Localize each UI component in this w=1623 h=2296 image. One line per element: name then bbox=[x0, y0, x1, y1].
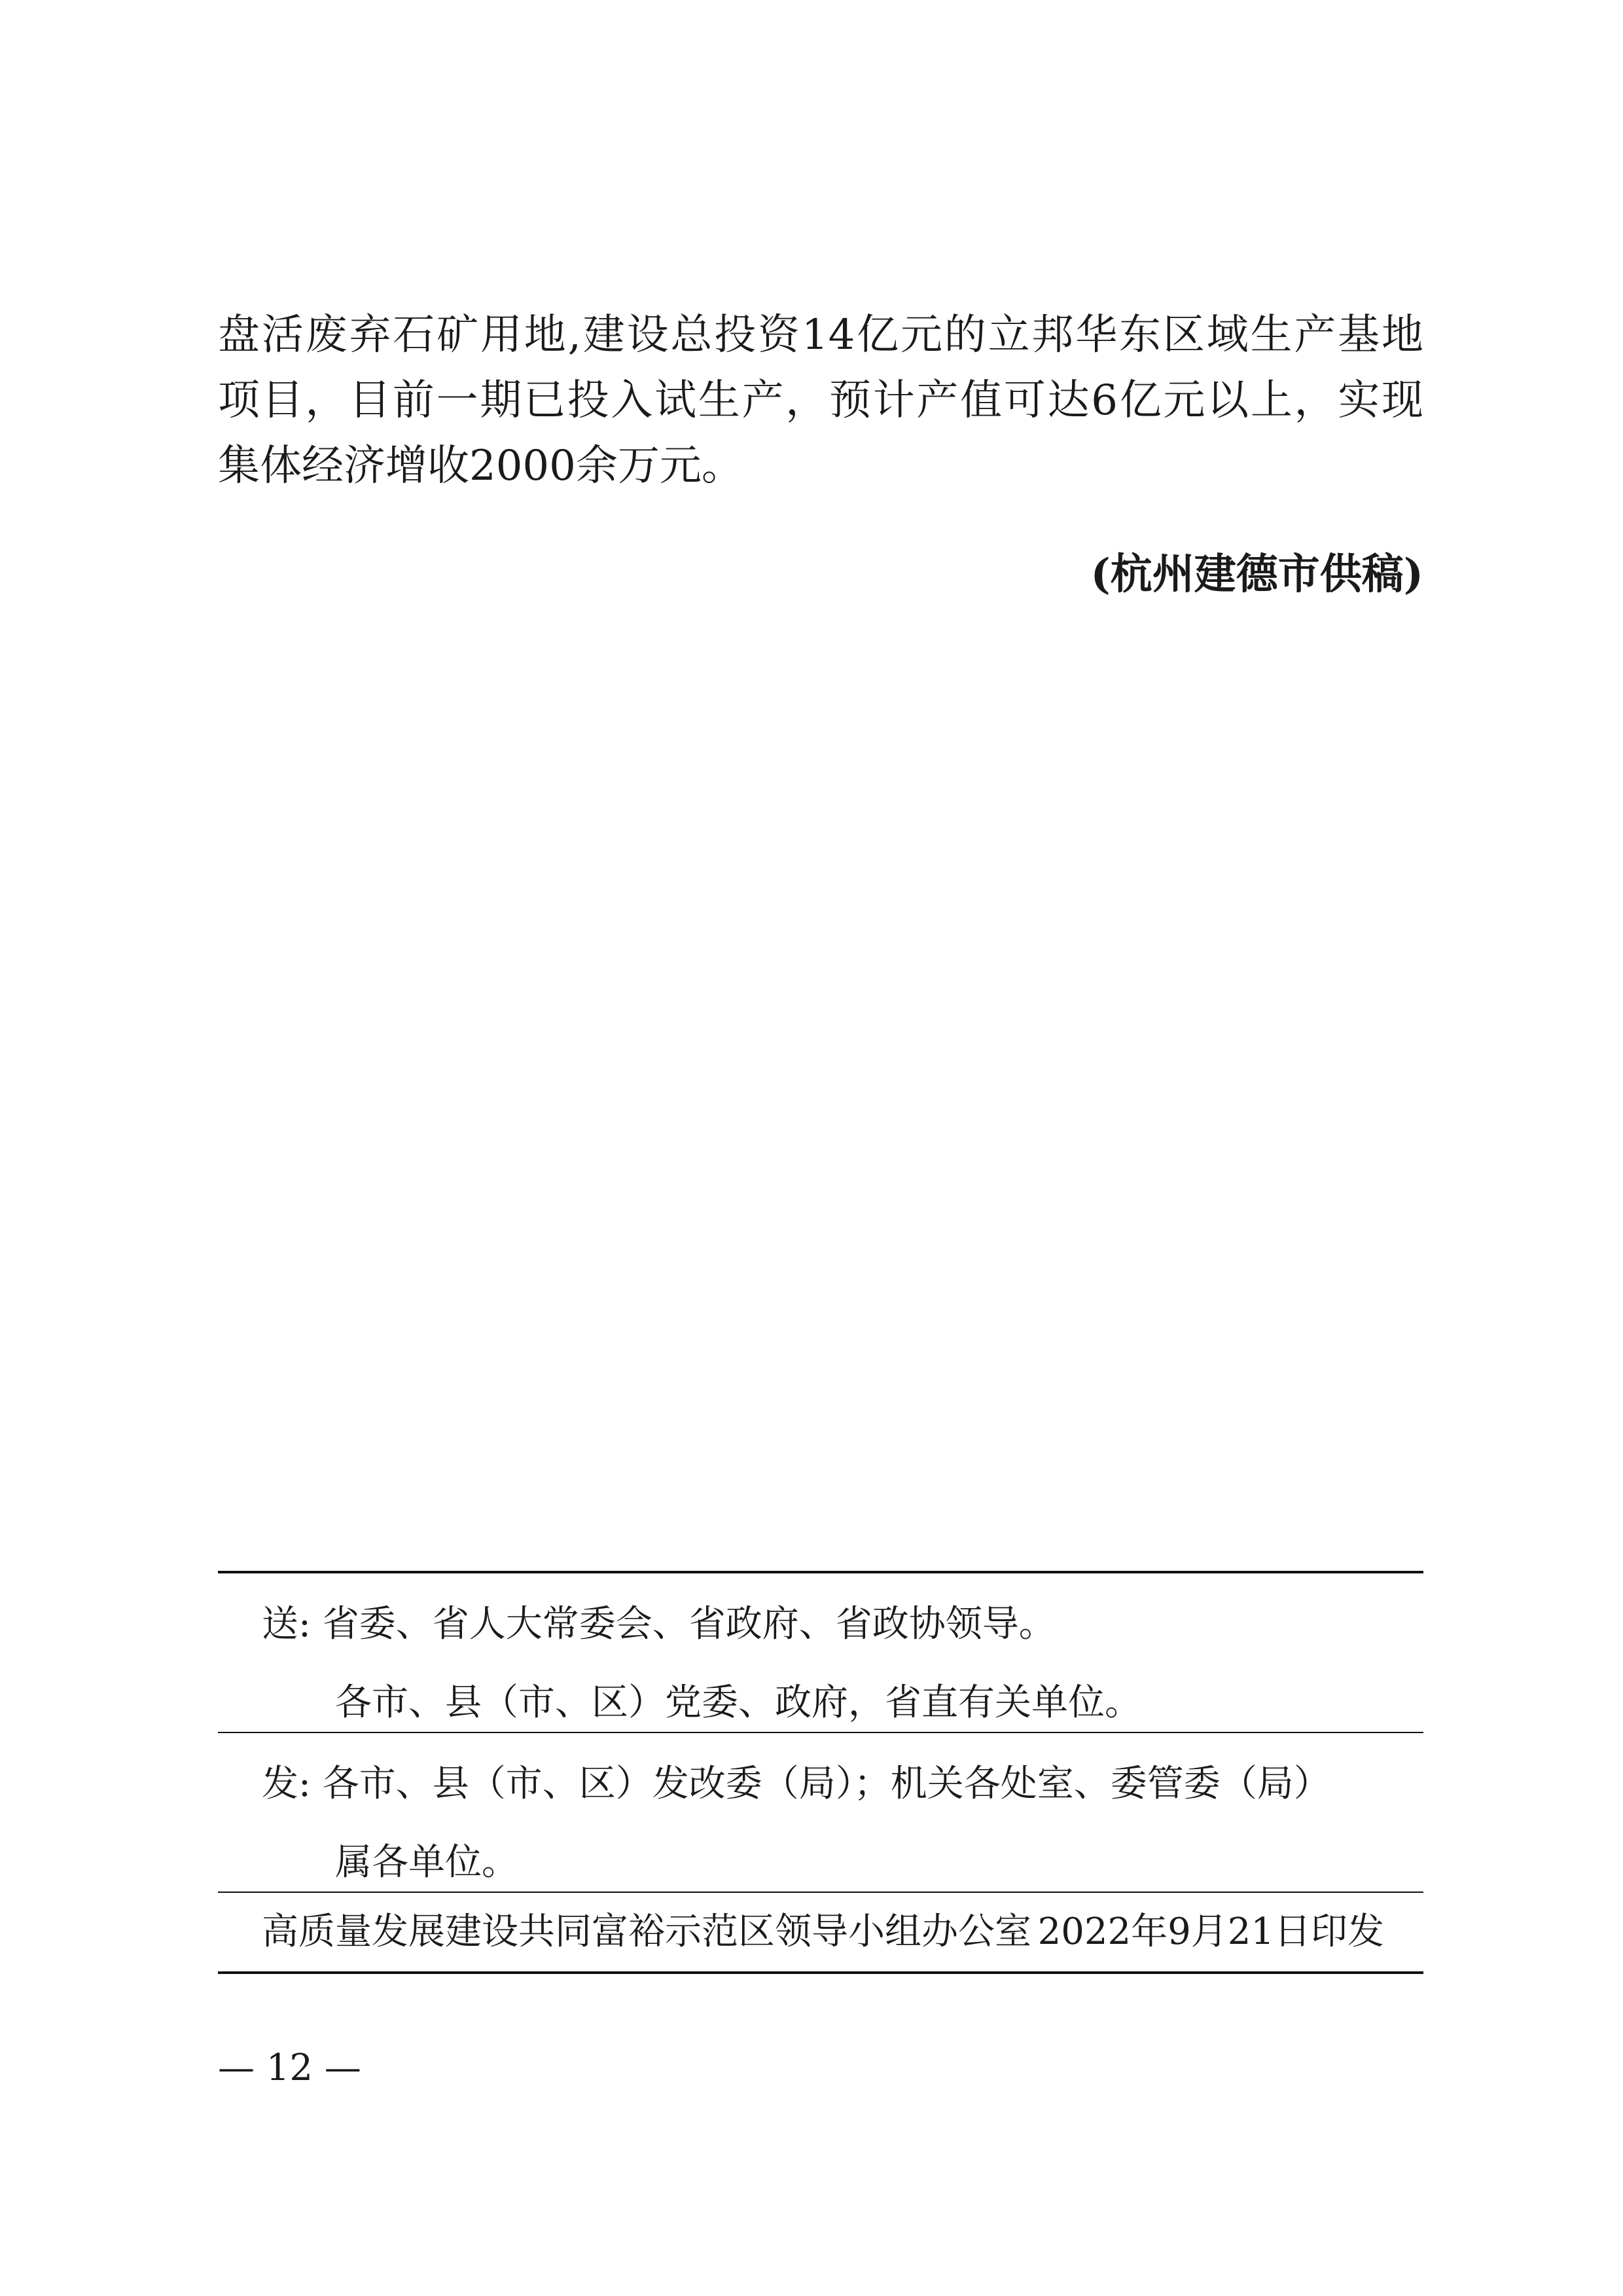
send-label: 送: bbox=[262, 1603, 311, 1645]
footer-rule bbox=[218, 1892, 1423, 1893]
send-block bbox=[262, 1598, 1141, 1729]
issuing-office: 高质量发展建设共同富裕示范区领导小组办公室 bbox=[262, 1910, 1031, 1953]
send-line-1: 省委、省人大常委会、省政府、省政协领导。 bbox=[322, 1603, 1056, 1645]
body-line-1: 盘活废弃石矿用地,建设总投资14亿元的立邦华东区域生产基地 bbox=[218, 311, 1423, 359]
middle-rule bbox=[218, 1732, 1423, 1733]
issue-line-1: 各市、县（市、区）发改委（局）；机关各处室、委管委（局） bbox=[322, 1763, 1330, 1805]
bottom-rule bbox=[218, 1971, 1423, 1974]
send-line-2: 各市、县（市、区）党委、政府，省直有关单位。 bbox=[335, 1681, 1141, 1724]
top-rule bbox=[218, 1571, 1423, 1573]
issue-label: 发: bbox=[262, 1763, 311, 1805]
body-paragraph bbox=[218, 302, 1423, 499]
source-note: (杭州建德市供稿) bbox=[1090, 550, 1423, 599]
issue-footer bbox=[262, 1906, 1384, 1958]
issue-line-2: 属各单位。 bbox=[335, 1841, 518, 1884]
page-number: — 12 — bbox=[218, 2047, 361, 2089]
body-line-2: 项目，目前一期已投入试生产，预计产值可达6亿元以上，实现 bbox=[218, 376, 1423, 425]
issue-date: 2022年9月21日印发 bbox=[1037, 1910, 1384, 1953]
issue-block bbox=[262, 1758, 1330, 1889]
body-line-3: 集体经济增收2000余万元。 bbox=[218, 442, 743, 490]
